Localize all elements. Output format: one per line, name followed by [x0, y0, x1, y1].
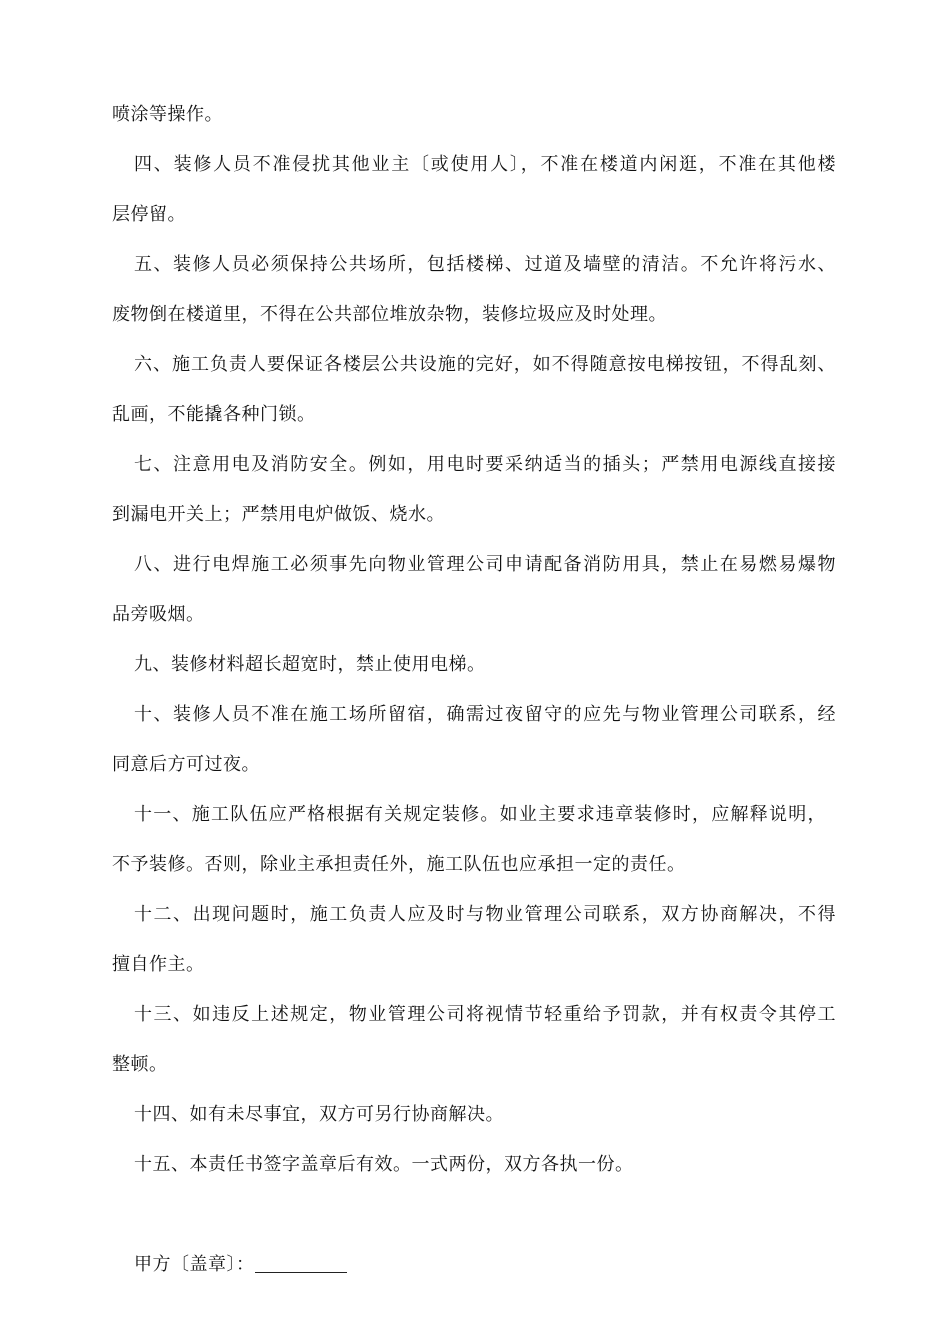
clause-11-line-2: 不予装修。否则，除业主承担责任外，施工队伍也应承担一定的责任。: [112, 854, 686, 875]
clause-4-line-1: 四、装修人员不准侵扰其他业主〔或使用人〕，不准在楼道内闲逛，不准在其他楼: [134, 154, 836, 175]
clause-12-line-2: 擅自作主。: [112, 954, 205, 975]
clause-6-line-2: 乱画，不能撬各种门锁。: [112, 404, 316, 425]
clause-8-line-2: 品旁吸烟。: [112, 604, 205, 625]
clause-12-line-1: 十二、出现问题时，施工负责人应及时与物业管理公司联系，双方协商解决，不得: [134, 904, 836, 925]
clause-10-line-2: 同意后方可过夜。: [112, 754, 260, 775]
clause-10-line-1: 十、装修人员不准在施工场所留宿，确需过夜留守的应先与物业管理公司联系，经: [134, 704, 836, 725]
clause-14-line-1: 十四、如有未尽事宜，双方可另行协商解决。: [134, 1104, 504, 1125]
clause-4-line-2: 层停留。: [112, 204, 186, 225]
signature-blank[interactable]: [255, 1254, 347, 1273]
signature-label: 甲方〔盖章〕：: [134, 1254, 255, 1275]
clause-8-line-1: 八、进行电焊施工必须事先向物业管理公司申请配备消防用具，禁止在易燃易爆物: [134, 554, 836, 575]
text-line: 喷涂等操作。: [112, 104, 223, 125]
clause-11-line-1: 十一、施工队伍应严格根据有关规定装修。如业主要求违章装修时，应解释说明，: [134, 804, 826, 825]
clause-5-line-2: 废物倒在楼道里，不得在公共部位堆放杂物，装修垃圾应及时处理。: [112, 304, 667, 325]
clause-13-line-2: 整顿。: [112, 1054, 168, 1075]
clause-13-line-1: 十三、如违反上述规定，物业管理公司将视情节轻重给予罚款，并有权责令其停工: [134, 1004, 836, 1025]
clause-7-line-1: 七、注意用电及消防安全。例如，用电时要采纳适当的插头；严禁用电源线直接接: [134, 454, 836, 475]
clause-7-line-2: 到漏电开关上；严禁用电炉做饭、烧水。: [112, 504, 445, 525]
signature-party-a: [134, 1253, 347, 1277]
clause-5-line-1: 五、装修人员必须保持公共场所，包括楼梯、过道及墙壁的清洁。不允许将污水、: [134, 254, 836, 275]
clause-15-line-1: 十五、本责任书签字盖章后有效。一式两份，双方各执一份。: [134, 1154, 634, 1175]
clause-9-line-1: 九、装修材料超长超宽时，禁止使用电梯。: [134, 654, 486, 675]
clause-6-line-1: 六、施工负责人要保证各楼层公共设施的完好，如不得随意按电梯按钮，不得乱刻、: [134, 354, 836, 375]
